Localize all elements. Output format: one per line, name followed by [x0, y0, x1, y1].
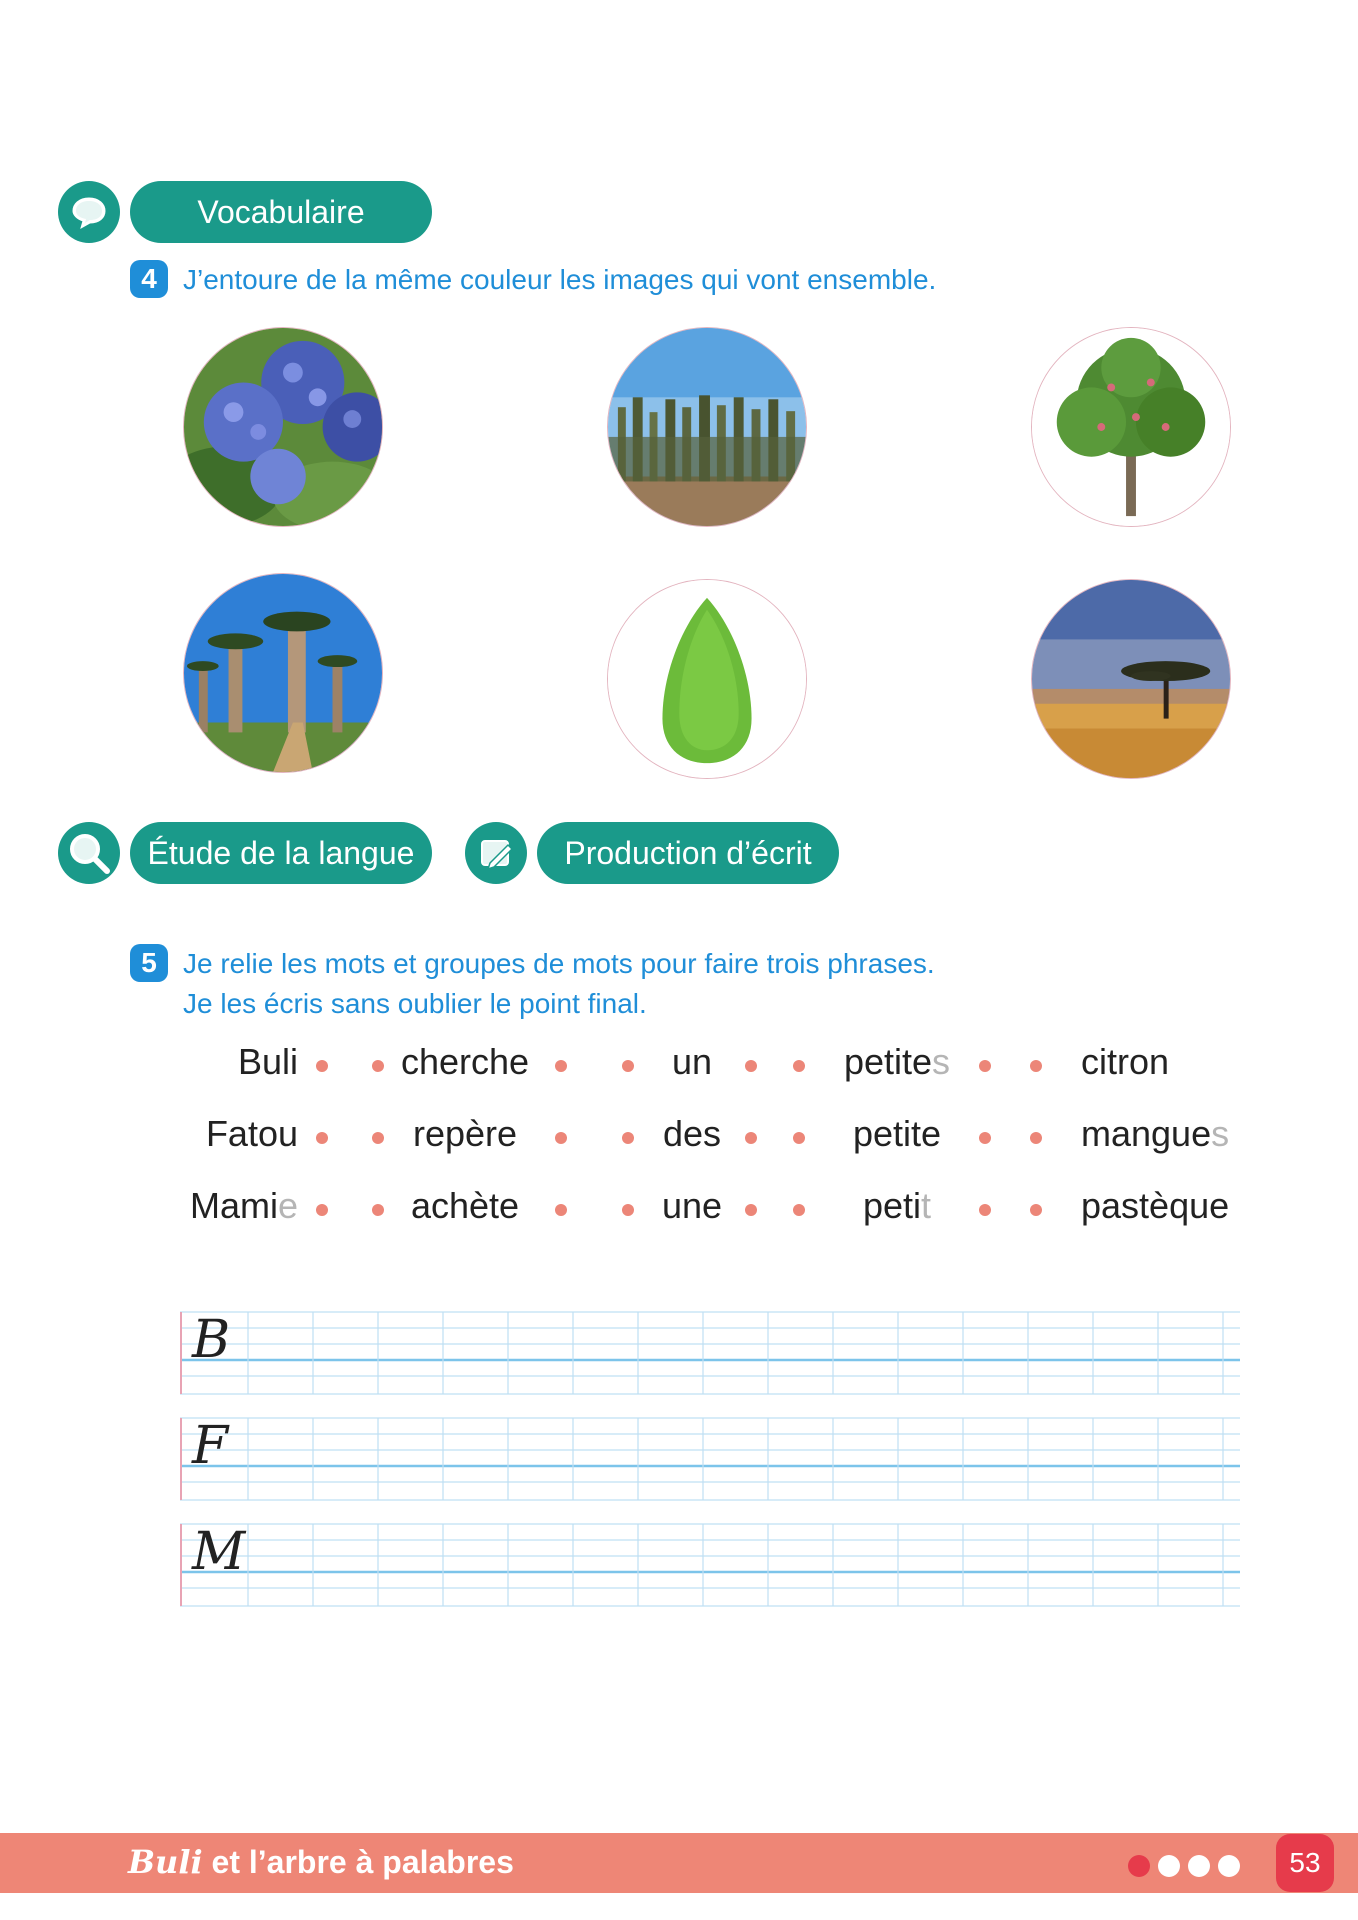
word-article-2[interactable]: des: [662, 1113, 722, 1154]
pencil-icon-badge: [465, 822, 527, 884]
word-subject-1[interactable]: Buli: [237, 1041, 298, 1082]
link-dot[interactable]: [1030, 1132, 1042, 1144]
flowering-tree-image[interactable]: [1031, 327, 1231, 527]
link-dot[interactable]: [622, 1060, 634, 1072]
exercise-5-badge: 5: [130, 944, 168, 982]
link-dot[interactable]: [793, 1060, 805, 1072]
page-number: 53: [1276, 1834, 1334, 1892]
writing-line-2[interactable]: [180, 1416, 1240, 1502]
writing-line-3[interactable]: [180, 1522, 1240, 1608]
speech-bubble-icon: [69, 192, 109, 232]
link-dot[interactable]: [622, 1132, 634, 1144]
cactus-forest-image[interactable]: [607, 327, 807, 527]
link-dot[interactable]: [979, 1132, 991, 1144]
exercise-5-instruction-line2: Je les écris sans oublier le point final.: [183, 988, 647, 1019]
word-subject-3[interactable]: Mamie: [189, 1185, 298, 1226]
word-adjective-3[interactable]: petit: [862, 1185, 932, 1226]
word-article-1[interactable]: un: [671, 1041, 713, 1082]
link-dot[interactable]: [316, 1132, 328, 1144]
word-adjective-2[interactable]: petite: [852, 1113, 942, 1154]
exercise-5-instruction-line1: Je relie les mots et groupes de mots pour faire trois phrases.: [183, 948, 935, 979]
link-dot[interactable]: [555, 1132, 567, 1144]
link-dot[interactable]: [372, 1132, 384, 1144]
word-noun-2[interactable]: mangues: [1081, 1113, 1230, 1154]
exercise-4-instruction: J’entoure de la même couleur les images qui vont ensemble.: [183, 264, 937, 295]
link-dot[interactable]: [979, 1060, 991, 1072]
link-dot[interactable]: [979, 1204, 991, 1216]
link-dot[interactable]: [745, 1060, 757, 1072]
magnifier-icon: [66, 830, 112, 876]
word-subject-2[interactable]: Fatou: [205, 1113, 298, 1154]
link-dot[interactable]: [372, 1204, 384, 1216]
hydrangea-image[interactable]: [183, 327, 383, 527]
speech-bubble-icon-badge: [58, 181, 120, 243]
word-noun-3[interactable]: pastèque: [1081, 1185, 1230, 1226]
writing-line-start-letter: F: [192, 1416, 229, 1476]
progress-dot: [1158, 1855, 1180, 1877]
link-dot[interactable]: [372, 1060, 384, 1072]
link-dot[interactable]: [1030, 1060, 1042, 1072]
etude-de-la-langue-title: Étude de la langue: [130, 822, 432, 884]
link-dot[interactable]: [622, 1204, 634, 1216]
word-verb-3[interactable]: achète: [410, 1185, 520, 1226]
production-decrit-title: Production d’écrit: [537, 822, 839, 884]
word-noun-1[interactable]: citron: [1081, 1041, 1170, 1082]
writing-line-start-letter: B: [192, 1310, 231, 1370]
link-dot[interactable]: [555, 1204, 567, 1216]
conifer-image[interactable]: [607, 579, 807, 779]
link-dot[interactable]: [793, 1132, 805, 1144]
link-dot[interactable]: [555, 1060, 567, 1072]
pencil-icon: [476, 833, 516, 873]
savanna-acacia-image[interactable]: [1031, 579, 1231, 779]
vocabulaire-title: Vocabulaire: [130, 181, 432, 243]
footer-bar: [0, 1833, 1358, 1893]
link-dot[interactable]: [316, 1204, 328, 1216]
word-verb-1[interactable]: cherche: [400, 1041, 530, 1082]
link-dot[interactable]: [316, 1060, 328, 1072]
link-dot[interactable]: [793, 1204, 805, 1216]
link-dot[interactable]: [745, 1132, 757, 1144]
progress-dot: [1218, 1855, 1240, 1877]
word-article-3[interactable]: une: [661, 1185, 723, 1226]
exercise-4-badge: 4: [130, 260, 168, 298]
magnifier-icon-badge: [58, 822, 120, 884]
word-verb-2[interactable]: repère: [412, 1113, 518, 1154]
progress-dot: [1188, 1855, 1210, 1877]
word-adjective-1[interactable]: petites: [843, 1041, 951, 1082]
baobab-avenue-image[interactable]: [183, 573, 383, 773]
progress-dot: [1128, 1855, 1150, 1877]
book-title: Buli et l’arbre à palabres: [128, 1843, 514, 1881]
writing-line-start-letter: M: [192, 1522, 246, 1582]
link-dot[interactable]: [1030, 1204, 1042, 1216]
writing-line-1[interactable]: [180, 1310, 1240, 1396]
link-dot[interactable]: [745, 1204, 757, 1216]
